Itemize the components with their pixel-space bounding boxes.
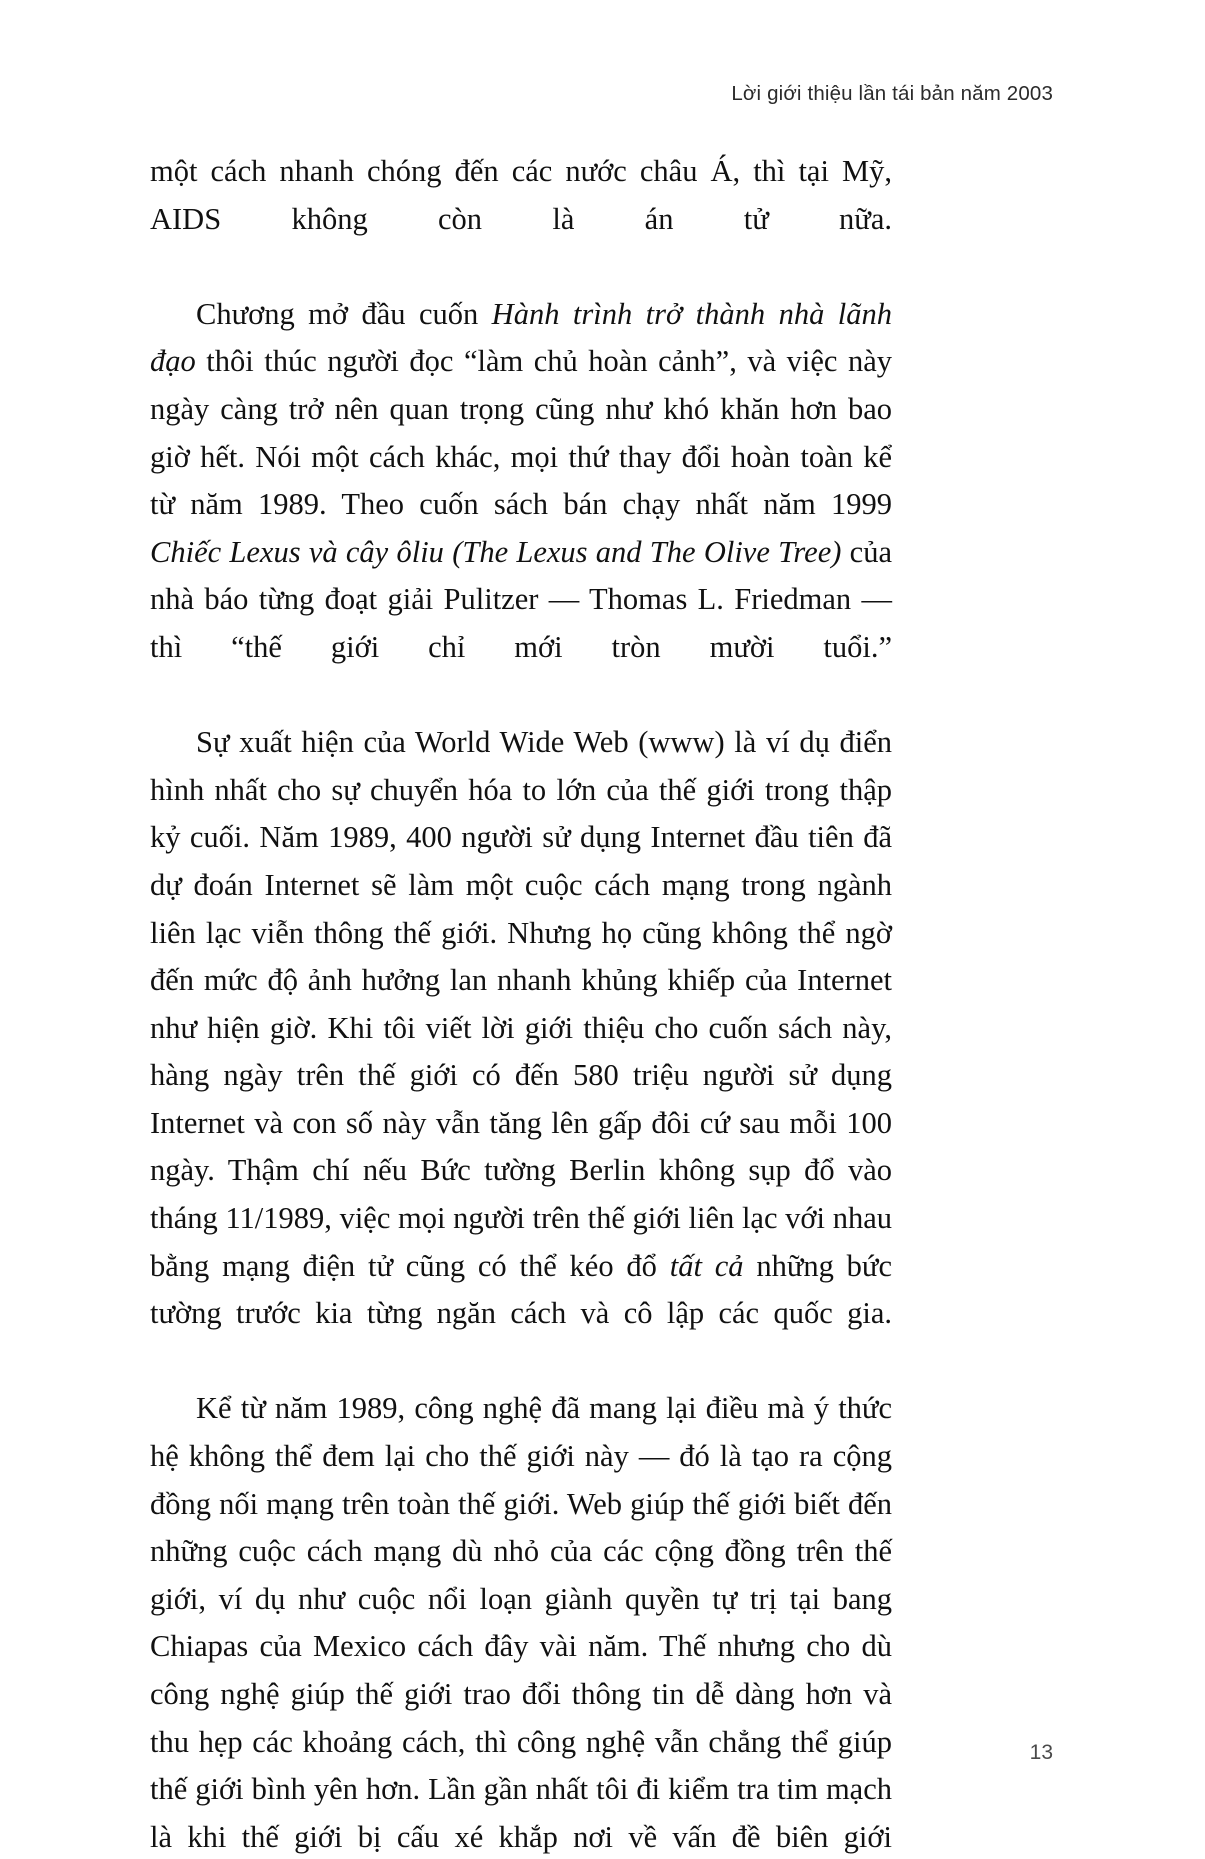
italic-title-run: Hành trình trở thành nhà lãnh đạo	[150, 296, 892, 379]
paragraph	[150, 1385, 892, 1859]
page-number: 13	[1029, 1741, 1053, 1764]
body-text-block	[150, 148, 892, 1859]
text-run: Kể từ năm 1989, công nghệ đã mang lại điều mà ý thức hệ không thể đem lại cho thế giới này — đó là tạo ra cộng đồng nối mạng trên toàn thế giới. Web giúp thế giới biết đến những cuộc cách mạng dù nhỏ của các cộng đồng trên thế giới, ví dụ như cuộc nổi loạn giành quyền tự trị tại bang Chiapas của Mexico cách đây vài năm. Thế nhưng cho dù công nghệ giúp thế giới trao đổi thông tin dễ dàng hơn và thu hẹp các khoảng cách, thì công nghệ vẫn chẳng thể giúp thế giới bình yên hơn. Lần gần nhất tôi đi kiểm tra tim mạch là khi thế giới bị cấu xé khắp nơi về vấn đề biên giới	[150, 1391, 892, 1854]
paragraph	[150, 291, 892, 719]
running-head: Lời giới thiệu lần tái bản năm 2003	[731, 82, 1053, 105]
text-run: Chương mở đầu cuốn	[196, 296, 492, 331]
text-run: của nhà báo từng đoạt giải Pulitzer — Thomas L. Friedman — thì “thế giới chỉ mới tròn mười tuổi.”	[150, 534, 892, 664]
text-run: một cách nhanh chóng đến các nước châu Á, thì tại Mỹ, AIDS không còn là án tử nữa.	[150, 154, 892, 236]
italic-title-run: Chiếc Lexus và cây ôliu (The Lexus and The Olive Tree)	[150, 534, 842, 569]
text-run: những bức tường trước kia từng ngăn cách và cô lập các quốc gia.	[150, 1248, 892, 1331]
text-run: thôi thúc người đọc “làm chủ hoàn cảnh”, và việc này ngày càng trở nên quan trọng cũng như khó khăn hơn bao giờ hết. Nói một cách khác, mọi thứ thay đổi hoàn toàn kể từ năm 1989. Theo cuốn sách bán chạy nhất năm 1999	[150, 344, 892, 522]
paragraph	[150, 148, 892, 291]
paragraph	[150, 719, 892, 1385]
text-run: Sự xuất hiện của World Wide Web (www) là ví dụ điển hình nhất cho sự chuyển hóa to lớn của thế giới trong thập kỷ cuối. Năm 1989, 400 người sử dụng Internet đầu tiên đã dự đoán Internet sẽ làm một cuộc cách mạng trong ngành liên lạc viễn thông thế giới. Nhưng họ cũng không thể ngờ đến mức độ ảnh hưởng lan nhanh khủng khiếp của Internet như hiện giờ. Khi tôi viết lời giới thiệu cho cuốn sách này, hàng ngày trên thế giới có đến 580 triệu người sử dụng Internet và con số này vẫn tăng lên gấp đôi cứ sau mỗi 100 ngày. Thậm chí nếu Bức tường Berlin không sụp đổ vào tháng 11/1989, việc mọi người trên thế giới liên lạc với nhau bằng mạng điện tử cũng có thể kéo đổ	[150, 725, 892, 1283]
italic-title-run: tất cả	[669, 1248, 744, 1283]
